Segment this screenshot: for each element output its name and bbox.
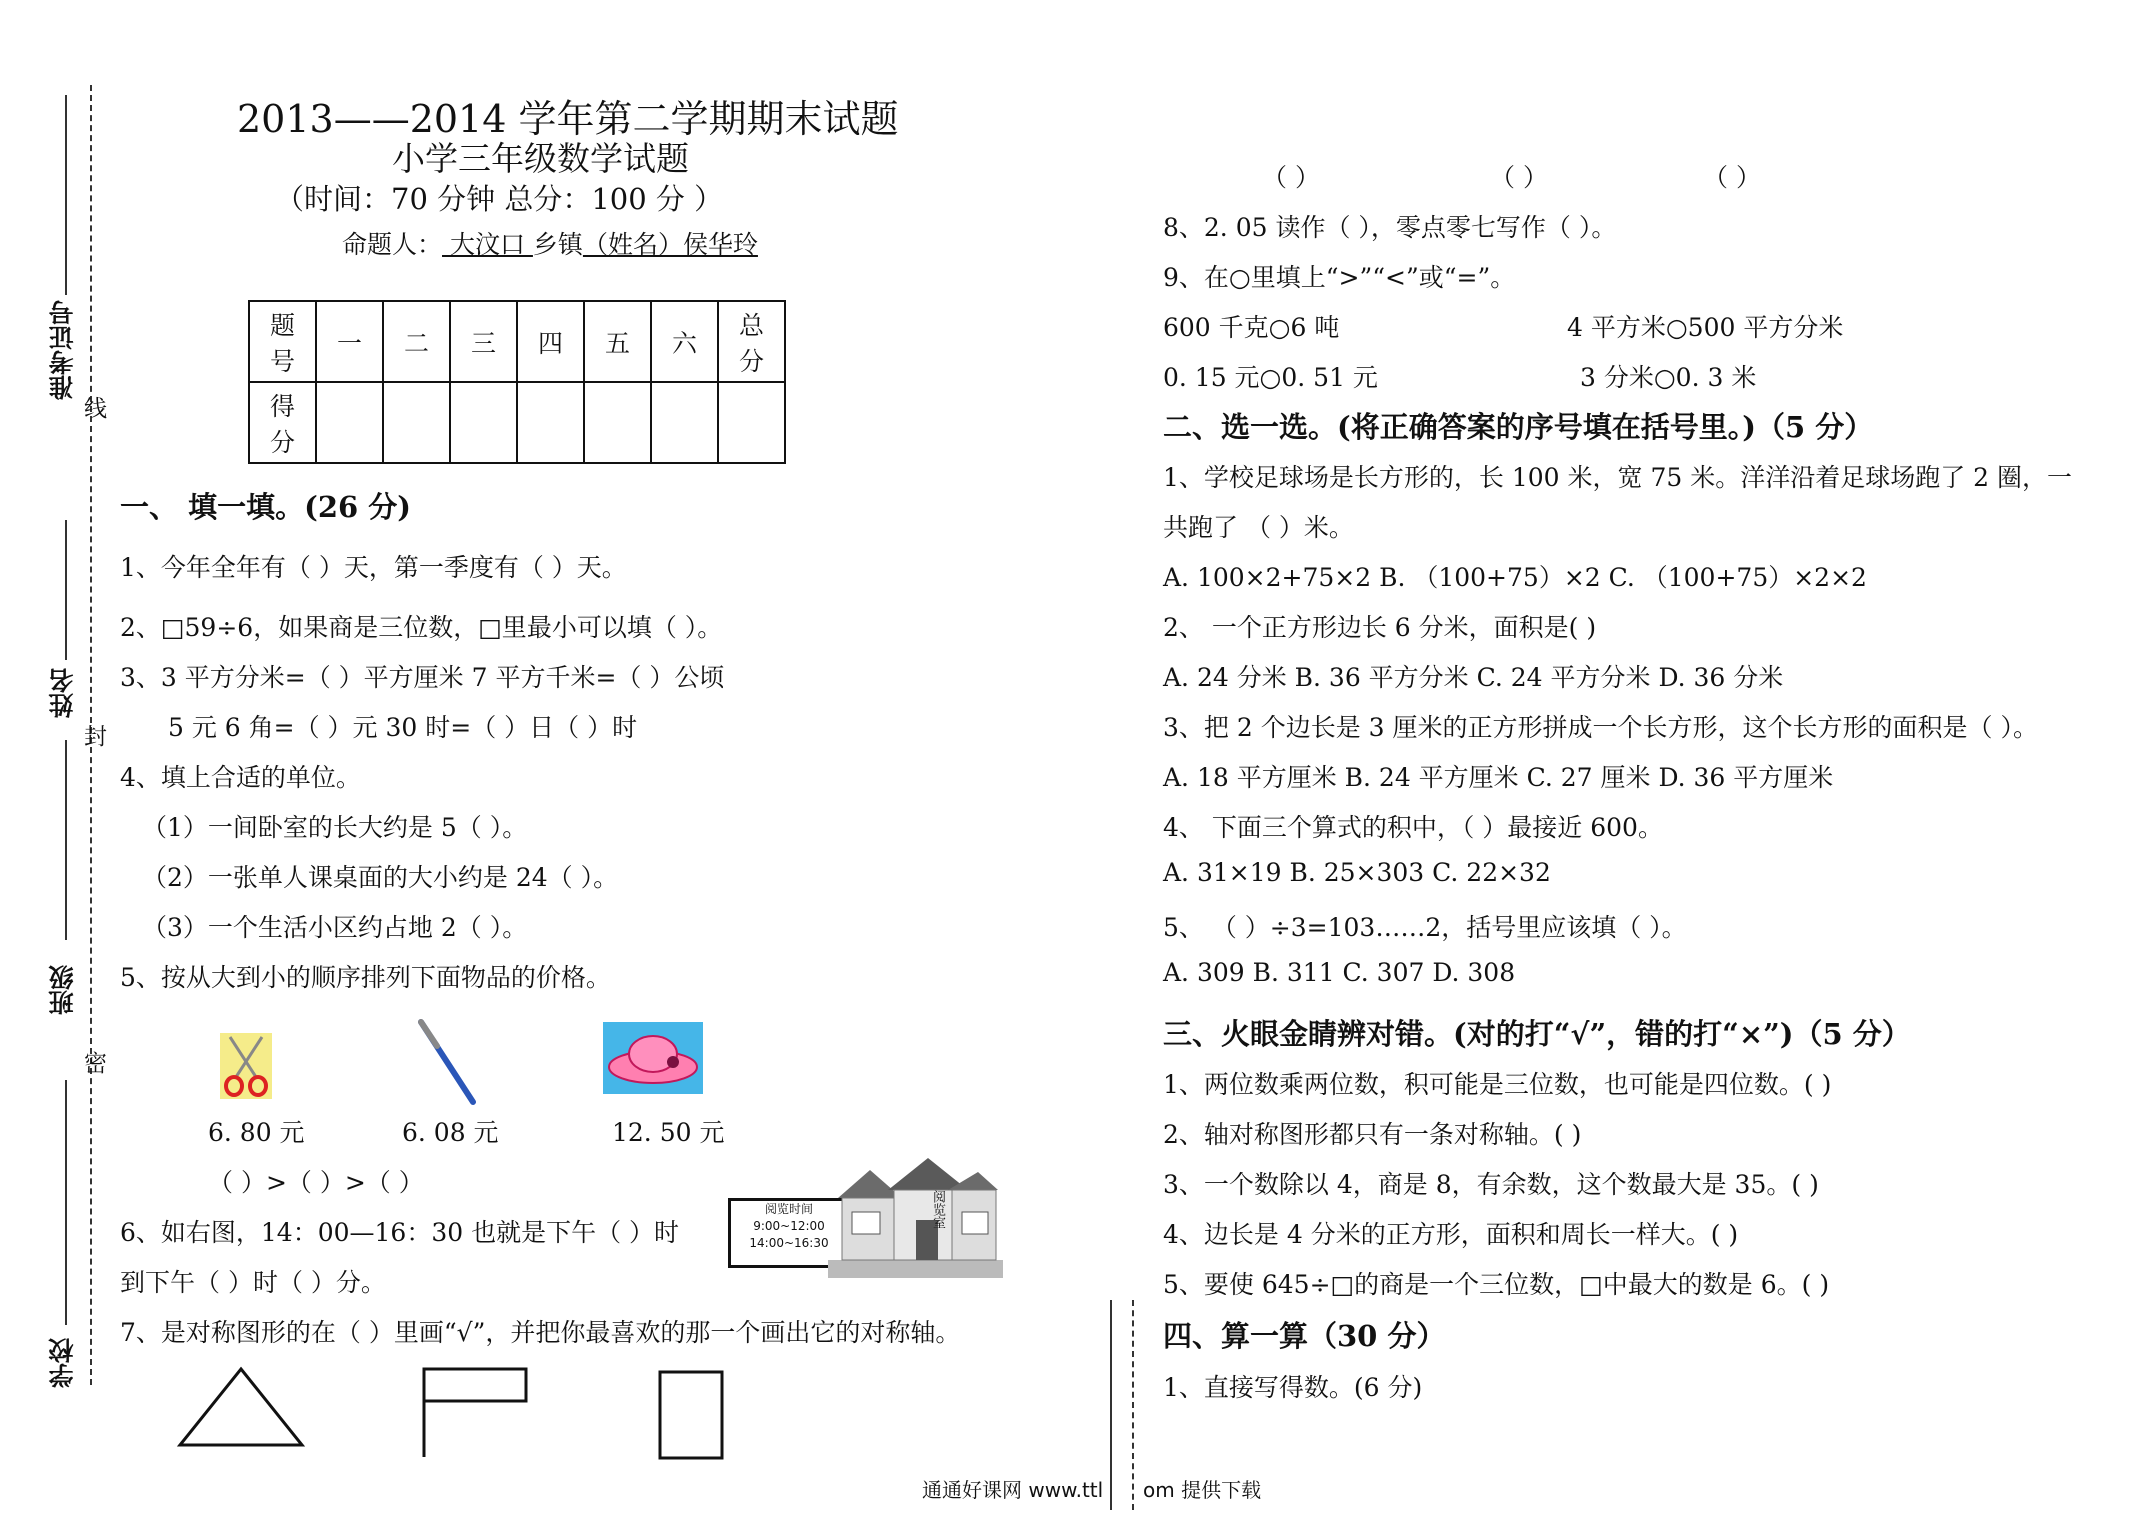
s2-q5-options: A. 309 B. 311 C. 307 D. 308 (1163, 958, 1516, 987)
s2-q2-options: A. 24 分米 B. 36 平方分米 C. 24 平方分米 D. 36 分米 (1163, 663, 1784, 692)
author-name: （姓名）侯华玲 (582, 230, 758, 259)
s1-q3a: 3、3 平方分米=（ ）平方厘米 7 平方千米=（ ）公顷 (120, 663, 725, 692)
score-table-col: 一 (316, 301, 383, 382)
order-blanks: （ ）>（ ）>（ ） (208, 1168, 424, 1197)
s1-q3b: 5 元 6 角=（ ）元 30 时=（ ）日（ ）时 (168, 713, 638, 742)
pen-icon (415, 1018, 485, 1108)
line-mark: 线 (84, 396, 107, 422)
s1-q5: 5、按从大到小的顺序排列下面物品的价格。 (120, 963, 611, 992)
score-table-row-head: 题 号 (249, 301, 316, 382)
score-table-col: 六 (651, 301, 718, 382)
s1-q4-3: （3）一个生活小区约占地 2（ ）。 (142, 913, 528, 942)
s2-q4: 4、 下面三个算式的积中，（ ）最接近 600。 (1163, 813, 1663, 842)
s4-q1: 1、直接写得数。(6 分) (1163, 1373, 1423, 1402)
school-label: 学校 (48, 1338, 77, 1388)
author-town: 大汶口 (442, 230, 533, 259)
secret-mark: 密 (84, 1051, 107, 1077)
score-table-col: 五 (584, 301, 651, 382)
score-table-col: 三 (450, 301, 517, 382)
seal-mark: 封 (84, 724, 107, 750)
triangle-shape[interactable] (176, 1365, 306, 1450)
price-hat: 12. 50 元 (612, 1118, 725, 1147)
score-cell[interactable] (517, 382, 584, 463)
score-cell[interactable] (584, 382, 651, 463)
section4-title: 四、算一算（30 分） (1163, 1319, 1446, 1353)
flag-shape[interactable] (420, 1365, 530, 1460)
name-underline-lower (65, 740, 67, 940)
s2-q5: 5、 （ ）÷3=103……2，括号里应该填（ ）。 (1163, 913, 1687, 942)
sign-line1: 9:00~12:00 (753, 1219, 825, 1233)
time-info: （时间：70 分钟 总分：100 分 ） (275, 182, 724, 216)
s2-q3-options: A. 18 平方厘米 B. 24 平方厘米 C. 27 厘米 D. 36 平方厘米 (1163, 763, 1834, 792)
exam-no-label: 准考证号 (48, 300, 77, 400)
class-label: 班级 (48, 965, 77, 1015)
author-line (342, 225, 758, 261)
score-table-col: 四 (517, 301, 584, 382)
class-underline (65, 1080, 67, 1325)
score-table-col: 二 (383, 301, 450, 382)
exam-no-underline (65, 95, 67, 295)
compare-4: 3 分米○0. 3 米 (1580, 363, 1757, 392)
s1-q7: 7、是对称图形的在（ ）里画“√”，并把你最喜欢的那一个画出它的对称轴。 (120, 1318, 961, 1347)
s1-q1: 1、今年全年有（ ）天，第一季度有（ ）天。 (120, 553, 627, 582)
s3-q2: 2、轴对称图形都只有一条对称轴。( ) (1163, 1120, 1582, 1149)
score-cell[interactable] (651, 382, 718, 463)
hat-icon (603, 1022, 703, 1094)
s1-q6a: 6、如右图，14：00—16：30 也就是下午（ ）时 (120, 1218, 680, 1247)
price-scissors: 6. 80 元 (208, 1118, 305, 1147)
compare-1: 600 千克○6 吨 (1163, 313, 1340, 342)
price-pen: 6. 08 元 (402, 1118, 499, 1147)
s3-q1: 1、两位数乘两位数，积可能是三位数，也可能是四位数。( ) (1163, 1070, 1832, 1099)
reading-room-label: 阅览室 (930, 1190, 945, 1229)
name-underline (65, 520, 67, 660)
score-table (248, 300, 786, 464)
s1-q2: 2、□59÷6，如果商是三位数，□里最小可以填（ ）。 (120, 613, 723, 642)
author-label: 命题人： (342, 230, 443, 259)
top-blank-2: （ ） (1490, 163, 1548, 192)
reading-room-building (828, 1150, 1003, 1280)
s1-q4-1: （1）一间卧室的长大约是 5（ ）。 (142, 813, 528, 842)
rectangle-shape[interactable] (658, 1370, 726, 1462)
footer-right: om 提供下载 (1143, 1478, 1262, 1502)
s2-q1b: 共跑了 （ ）米。 (1163, 513, 1354, 542)
score-table-total: 总 分 (718, 301, 785, 382)
page-divider-dashed (1132, 1300, 1134, 1510)
section1-title: 一、 填一填。(26 分) (120, 490, 411, 524)
q8: 8、2. 05 读作（ ），零点零七写作（ ）。 (1163, 213, 1617, 242)
sign-line2: 14:00~16:30 (749, 1236, 829, 1250)
q9: 9、在○里填上“>”“<”或“=”。 (1163, 263, 1516, 292)
section2-title: 二、选一选。(将正确答案的序号填在括号里。)（5 分） (1163, 410, 1874, 444)
s1-q6b: 到下午（ ）时（ ）分。 (120, 1268, 386, 1297)
s1-q4: 4、填上合适的单位。 (120, 763, 361, 792)
score-table-row-head: 得 分 (249, 382, 316, 463)
top-blank-1: （ ） (1262, 163, 1320, 192)
s2-q1a: 1、学校足球场是长方形的，长 100 米，宽 75 米。洋洋沿着足球场跑了 2 圈，一 (1163, 463, 2073, 492)
score-cell[interactable] (450, 382, 517, 463)
exam-subtitle: 小学三年级数学试题 (392, 139, 689, 178)
footer-left: 通通好课网 www.ttl (922, 1478, 1104, 1502)
compare-3: 0. 15 元○0. 51 元 (1163, 363, 1378, 392)
scissors-icon (220, 1033, 272, 1099)
s2-q1-options: A. 100×2+75×2 B. （100+75）×2 C. （100+75）×2×2 (1163, 563, 1867, 592)
s3-q3: 3、一个数除以 4，商是 8，有余数，这个数最大是 35。( ) (1163, 1170, 1819, 1199)
score-cell[interactable] (316, 382, 383, 463)
top-blank-3: （ ） (1703, 163, 1761, 192)
score-table-header-row (249, 301, 785, 382)
exam-title: 2013——2014 学年第二学期期末试题 (237, 97, 899, 141)
name-label: 姓名 (48, 668, 77, 718)
s2-q2: 2、 一个正方形边长 6 分米，面积是( ) (1163, 613, 1597, 642)
page-divider (1110, 1300, 1112, 1510)
score-table-score-row (249, 382, 785, 463)
sign-title: 阅览时间 (764, 1202, 813, 1216)
s2-q3: 3、把 2 个边长是 3 厘米的正方形拼成一个长方形，这个长方形的面积是（ ）。 (1163, 713, 2038, 742)
score-cell[interactable] (718, 382, 785, 463)
section3-title: 三、火眼金睛辨对错。(对的打“√”，错的打“×”)（5 分） (1163, 1017, 1911, 1051)
s2-q4-options: A. 31×19 B. 25×303 C. 22×32 (1163, 858, 1551, 887)
s3-q4: 4、边长是 4 分米的正方形，面积和周长一样大。( ) (1163, 1220, 1739, 1249)
s3-q5: 5、要使 645÷□的商是一个三位数，□中最大的数是 6。( ) (1163, 1270, 1830, 1299)
author-town-suffix: 乡镇 (532, 230, 583, 259)
compare-2: 4 平方米○500 平方分米 (1567, 313, 1844, 342)
s1-q4-2: （2）一张单人课桌面的大小约是 24（ ）。 (142, 863, 619, 892)
score-cell[interactable] (383, 382, 450, 463)
